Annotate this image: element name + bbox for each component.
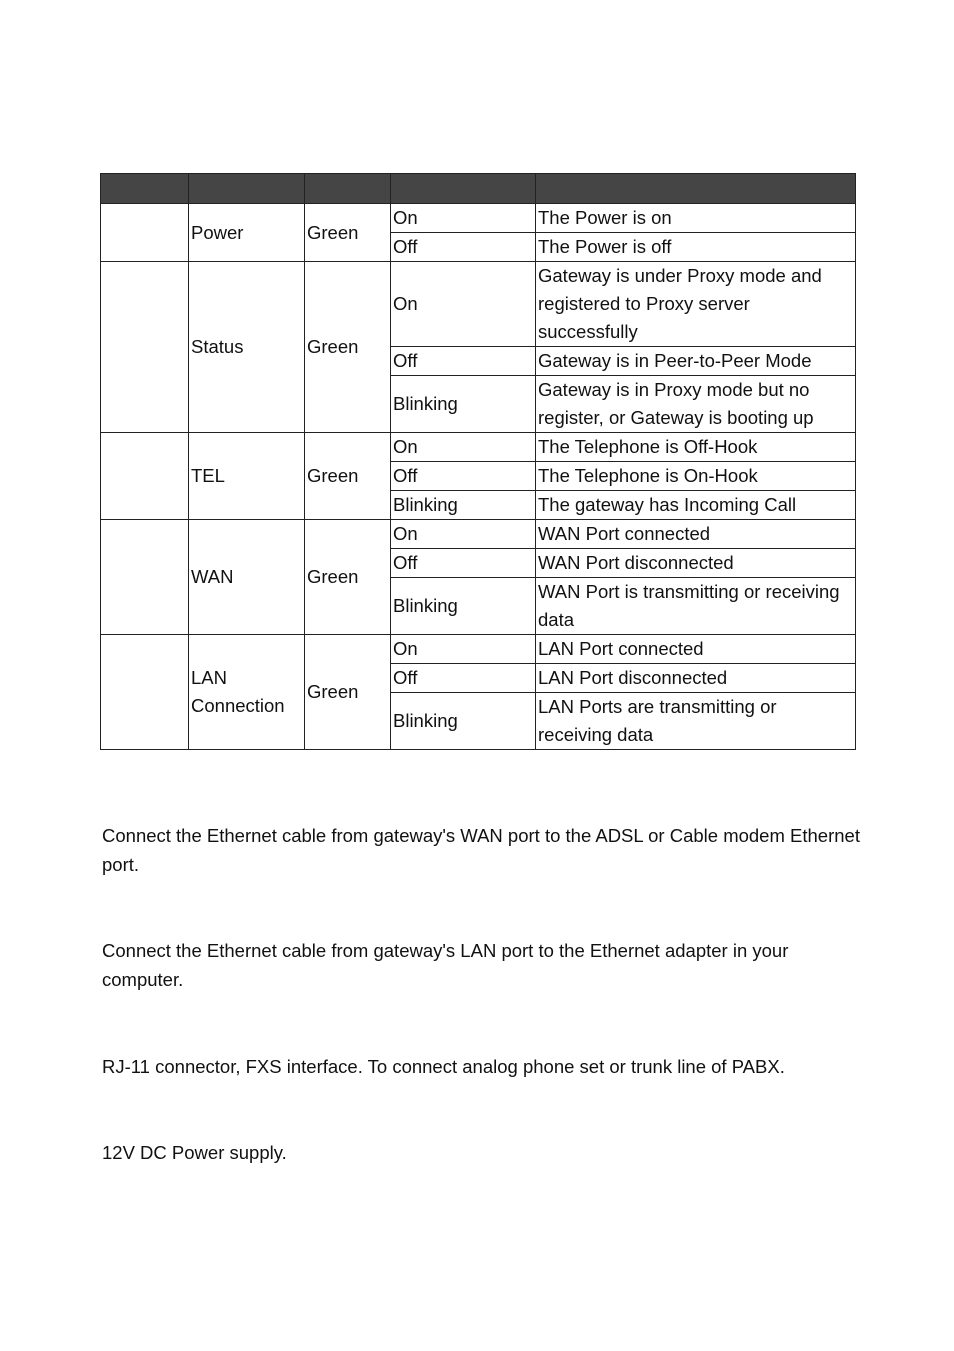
led-color: Green (305, 204, 391, 262)
led-icon-cell (101, 433, 189, 520)
led-description: WAN Port connected (536, 520, 856, 549)
led-description: LAN Ports are transmitting or receiving data (536, 693, 856, 750)
led-state: Blinking (391, 693, 536, 750)
led-state: Off (391, 347, 536, 376)
led-state: Blinking (391, 491, 536, 520)
led-description: LAN Port connected (536, 635, 856, 664)
led-description: The Telephone is On-Hook (536, 462, 856, 491)
led-color: Green (305, 520, 391, 635)
phone-port-paragraph: RJ-11 connector, FXS interface. To connect analog phone set or trunk line of PABX. (102, 1056, 785, 1077)
table-row (101, 204, 856, 233)
led-state: Off (391, 664, 536, 693)
header-cell (189, 174, 305, 204)
power-paragraph: 12V DC Power supply. (102, 1142, 287, 1163)
lan-port-paragraph: Connect the Ethernet cable from gateway's LAN port to the Ethernet adapter in your computer. (102, 940, 789, 990)
led-name: LAN Connection (189, 635, 305, 750)
header-cell (305, 174, 391, 204)
table-row (101, 635, 856, 664)
led-indicator-table (100, 173, 856, 750)
table-header-row (101, 174, 856, 204)
led-color: Green (305, 635, 391, 750)
led-name: TEL (189, 433, 305, 520)
led-description: The Power is off (536, 233, 856, 262)
led-description: Gateway is under Proxy mode and registered to Proxy server successfully (536, 262, 856, 347)
led-state: On (391, 262, 536, 347)
led-icon-cell (101, 204, 189, 262)
led-name: Power (189, 204, 305, 262)
led-name: WAN (189, 520, 305, 635)
led-icon-cell (101, 262, 189, 433)
led-state: On (391, 433, 536, 462)
led-color: Green (305, 262, 391, 433)
table-row (101, 433, 856, 462)
led-description: Gateway is in Proxy mode but no register, or Gateway is booting up (536, 376, 856, 433)
wan-port-paragraph: Connect the Ethernet cable from gateway's WAN port to the ADSL or Cable modem Ethernet port. (102, 825, 860, 875)
led-icon-cell (101, 520, 189, 635)
table-row (101, 262, 856, 347)
led-state: On (391, 635, 536, 664)
led-description: WAN Port disconnected (536, 549, 856, 578)
led-state: Off (391, 549, 536, 578)
header-cell (101, 174, 189, 204)
header-cell (536, 174, 856, 204)
led-description: The Power is on (536, 204, 856, 233)
led-icon-cell (101, 635, 189, 750)
led-description: The gateway has Incoming Call (536, 491, 856, 520)
led-description: Gateway is in Peer-to-Peer Mode (536, 347, 856, 376)
led-state: On (391, 520, 536, 549)
led-state: On (391, 204, 536, 233)
led-name: Status (189, 262, 305, 433)
led-state: Off (391, 233, 536, 262)
led-description: WAN Port is transmitting or receiving data (536, 578, 856, 635)
led-state: Blinking (391, 578, 536, 635)
led-color: Green (305, 433, 391, 520)
led-description: The Telephone is Off-Hook (536, 433, 856, 462)
header-cell (391, 174, 536, 204)
table-row (101, 520, 856, 549)
led-state: Blinking (391, 376, 536, 433)
led-description: LAN Port disconnected (536, 664, 856, 693)
led-state: Off (391, 462, 536, 491)
